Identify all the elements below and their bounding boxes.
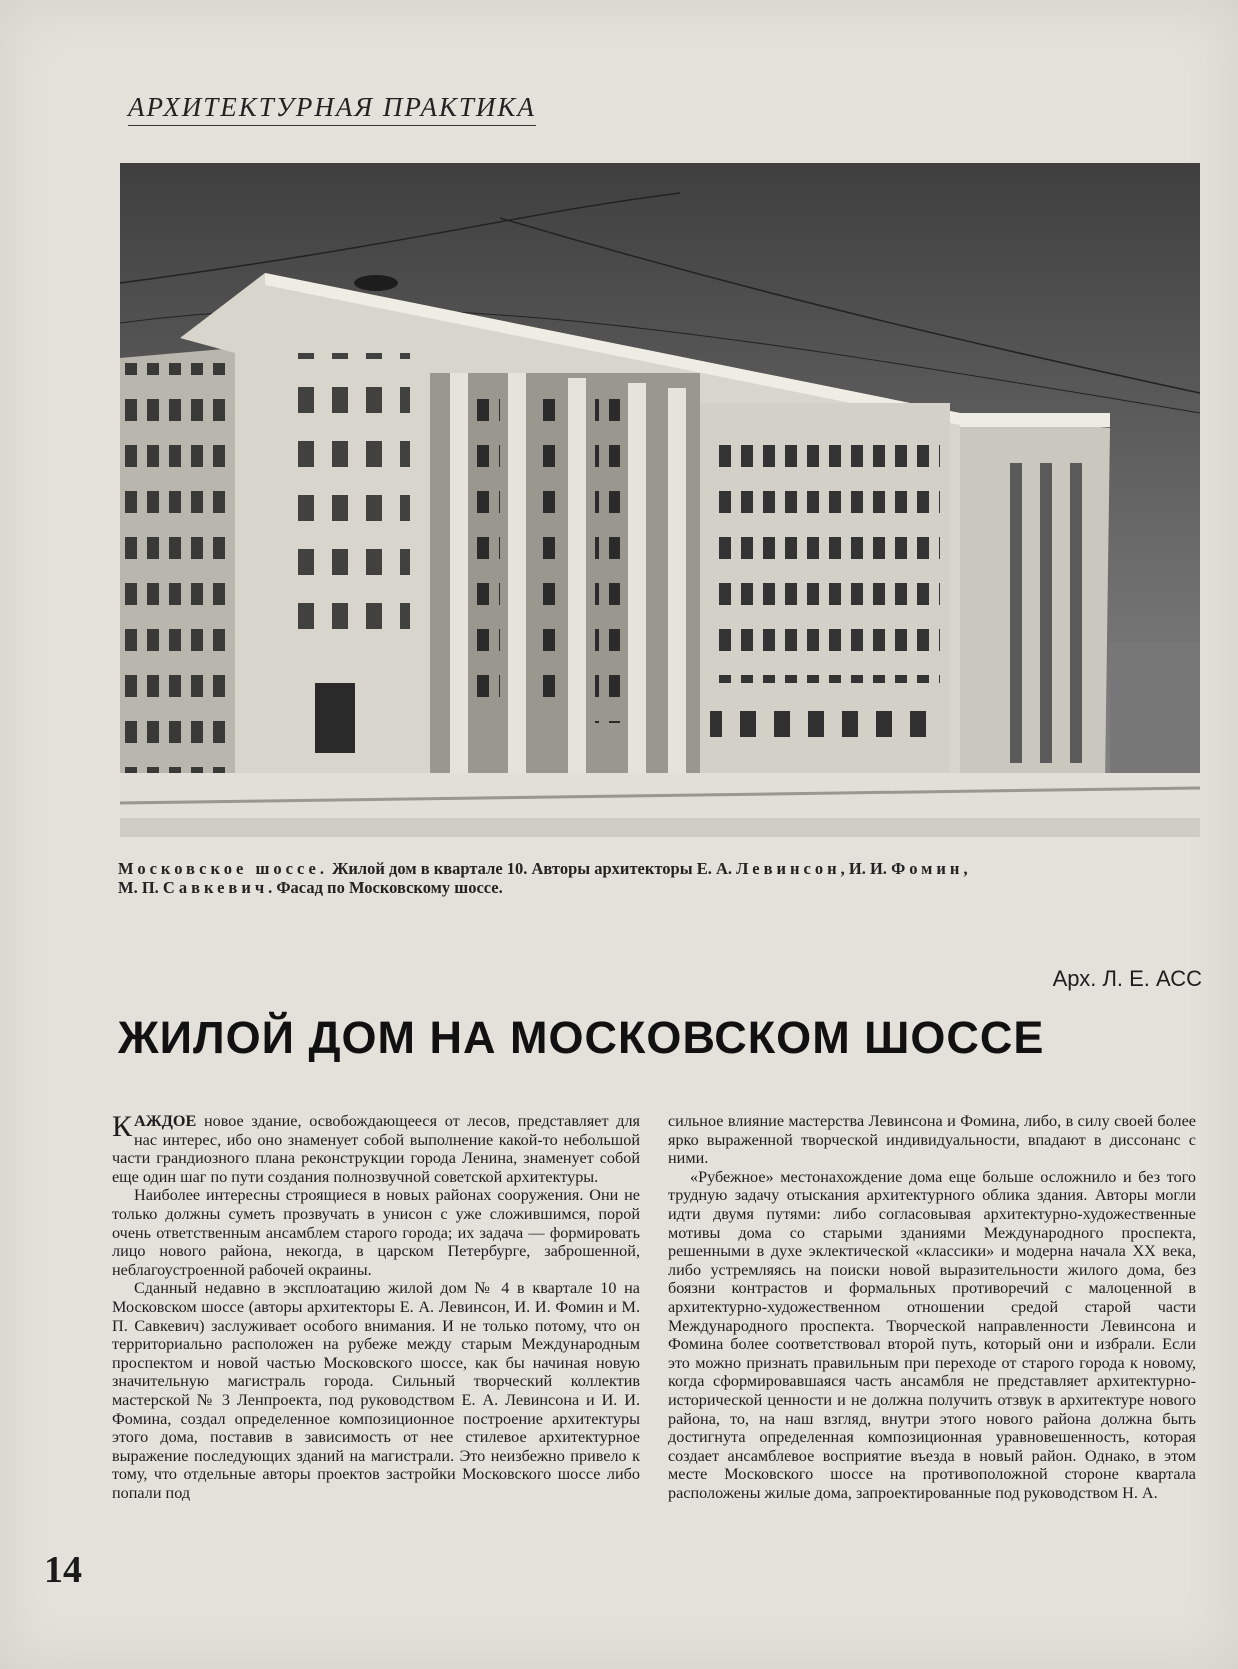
text-column-right (668, 1112, 1196, 1502)
article-title: ЖИЛОЙ ДОМ НА МОСКОВСКОМ ШОССЕ (118, 1012, 1045, 1063)
caption-text-2: , И. И. (840, 859, 892, 878)
drop-cap: К (112, 1110, 133, 1143)
paragraph: Наиболее интересны строящиеся в новых районах сооружения. Они не только должны суметь прозвучать в унисон с уже сложившимся, порой очень ответственным ансамблем старого города; их задача — формировать лицо нового района, некогда, в царском Петербурге, заброшенной, неблагоустроенной рабочей окраины. (112, 1186, 640, 1279)
page-number: 14 (44, 1549, 82, 1591)
building-illustration (120, 163, 1200, 837)
building-photo (120, 163, 1200, 837)
paragraph-text: новое здание, освобождающееся от лесов, представляет для нас интерес, ибо оно знаменует собой выполнение какой-то небольшой части грандиозного плана реконструкции города Ленина, знаменует собой еще один шаг по пути создания полнозвучной советской архитектуры. (112, 1112, 640, 1186)
paragraph: сильное влияние мастерства Левинсона и Фомина, либо, в силу своей более ярко выраженной творческой индивидуальности, впадают в диссонанс с ними. (668, 1112, 1196, 1168)
caption-text-3: , (963, 859, 968, 878)
caption-text-4: М. П. (118, 878, 163, 897)
caption-text-5: . Фасад по Московскому шоссе. (268, 878, 503, 897)
caption-name-3: Савкевич (162, 878, 269, 897)
caption-name-2: Фомин (891, 859, 964, 878)
text-column-left (112, 1112, 640, 1502)
photo-caption (118, 859, 1186, 897)
paragraph (112, 1112, 640, 1186)
article-author: Арх. Л. Е. АСС (1052, 966, 1202, 991)
paragraph: Сданный недавно в эксплоатацию жилой дом № 4 в квартале 10 на Московском шоссе (авторы архитекторы Е. А. Левинсон, И. И. Фомин и М. П. Савкевич) заслуживает особого внимания. И не только потому, что он территориально расположен на рубеже между старым Международным проспектом и новой частью Московского шоссе, как бы начиная новую значительную магистраль города. Сильный творческий коллектив мастерской № 3 Ленпроекта, под руководством Е. А. Левинсона и И. И. Фомина, создал определенное композиционное построение архитектуры этого дома, поставив в зависимость от нее стилевое архитектурное выражение последующих зданий на магистрали. Это неизбежно привело к тому, что отдельные авторы проектов застройки Московского шоссе либо попали под (112, 1279, 640, 1502)
paragraph: «Рубежное» местонахождение дома еще больше осложнило и без того трудную задачу отыскания архитектурного облика здания. Авторы могли идти двумя путями: либо согласовывая архитектурно-художественные мотивы дома со старыми зданиями Международного проспекта, решенными в духе эклектической «классики» и модерна начала XX века, либо устремляясь на поиски новой выразительности жилого дома, без боязни контрастов и формальных противоречий с малоценной в архитектурно-художественном отношении средой старой части Международного проспекта. Творческой направленности Левинсона и Фомина более соответствовал второй путь, который они и избрали. Если это можно признать правильным при переходе от старого города к новому, когда сформировавшаяся часть ансамбля не представляет архитектурно-исторической ценности и не должна получить отзвук в архитектуре нового района, то, на наш взгляд, внутри этого нового района должна быть достигнута определенная композиционная уравновешенность, которая создает ансамблевое восприятие въезда в новый район. Однако, в этом месте Московского шоссе на противоположной стороне квартала расположены жилые дома, запроектированные под руководством Н. А. (668, 1167, 1196, 1502)
caption-place: Московское шоссе. (118, 859, 328, 878)
caption-text-1: Жилой дом в квартале 10. Авторы архитекторы Е. А. (327, 859, 737, 878)
caption-name-1: Левинсон (736, 859, 841, 878)
section-header: АРХИТЕКТУРНАЯ ПРАКТИКА (128, 92, 536, 126)
lead-word: АЖДОЕ (134, 1112, 197, 1130)
